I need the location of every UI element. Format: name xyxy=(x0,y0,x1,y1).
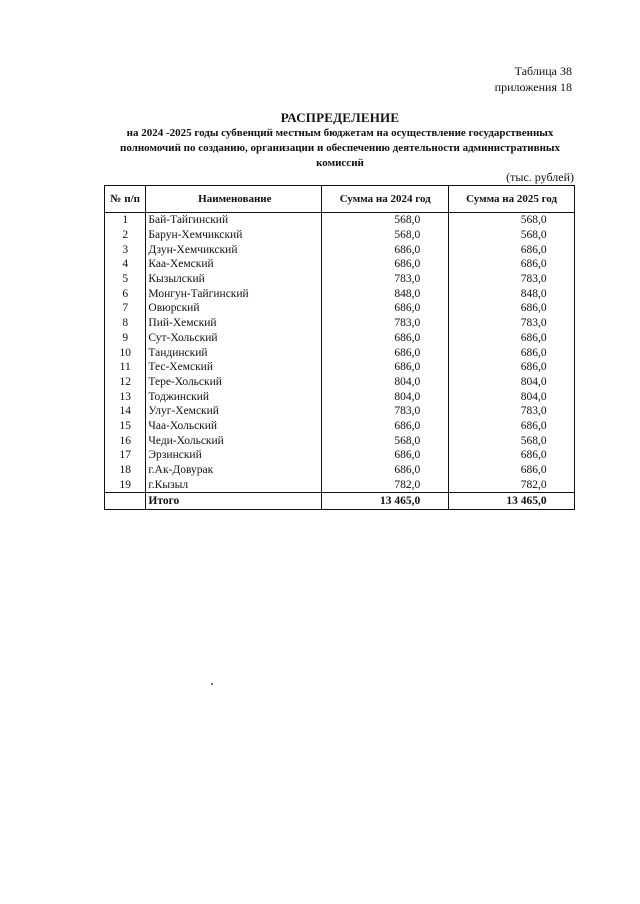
row-2024: 783,0 xyxy=(394,405,421,418)
table-row xyxy=(105,375,575,390)
row-2025: 568,0 xyxy=(520,214,547,227)
row-2024-cell xyxy=(322,375,449,390)
row-2025-cell xyxy=(449,301,575,316)
row-2025-cell xyxy=(449,389,575,404)
row-2024-cell xyxy=(322,286,449,301)
row-2025: 804,0 xyxy=(520,375,547,388)
appendix-number: приложения 18 xyxy=(494,80,572,94)
table-row xyxy=(105,272,575,287)
header-2024: Сумма на 2024 год xyxy=(322,186,449,213)
row-2024: 783,0 xyxy=(394,273,421,286)
total-2025-cell xyxy=(449,493,575,510)
table-row xyxy=(105,213,575,228)
table-row xyxy=(105,301,575,316)
row-number: 8 xyxy=(105,316,146,331)
total-label: Итого xyxy=(146,493,322,510)
table-row xyxy=(105,433,575,448)
row-2024-cell xyxy=(322,301,449,316)
row-number: 6 xyxy=(105,286,146,301)
table-row xyxy=(105,345,575,360)
row-2025-cell xyxy=(449,213,575,228)
row-2025-cell xyxy=(449,228,575,243)
row-name: Тере-Хольский xyxy=(146,375,322,390)
distribution-table xyxy=(104,185,575,510)
row-2024: 804,0 xyxy=(394,375,421,388)
row-name: г.Ак-Довурак xyxy=(146,463,322,478)
row-number: 7 xyxy=(105,301,146,316)
row-2024-cell xyxy=(322,272,449,287)
row-2024-cell xyxy=(322,228,449,243)
row-2025: 848,0 xyxy=(520,287,547,300)
row-2024-cell xyxy=(322,419,449,434)
row-2024-cell xyxy=(322,257,449,272)
row-2025-cell xyxy=(449,448,575,463)
table-row xyxy=(105,228,575,243)
row-2025: 686,0 xyxy=(520,346,547,359)
row-2024-cell xyxy=(322,448,449,463)
row-2025-cell xyxy=(449,242,575,257)
row-name: Овюрский xyxy=(146,301,322,316)
subtitle-line-2: полномочий по созданию, организации и обеспечению деятельности административных xyxy=(119,142,561,154)
row-2025-cell xyxy=(449,316,575,331)
row-name: Барун-Хемчикский xyxy=(146,228,322,243)
row-name: Бай-Тайгинский xyxy=(146,213,322,228)
document-reference xyxy=(495,63,572,95)
row-name: г.Кызыл xyxy=(146,477,322,492)
row-2025: 783,0 xyxy=(520,273,547,286)
row-number: 4 xyxy=(105,257,146,272)
row-2024: 804,0 xyxy=(394,390,421,403)
row-2024: 686,0 xyxy=(394,243,421,256)
row-number: 14 xyxy=(105,404,146,419)
row-name: Сут-Хольский xyxy=(146,331,322,346)
row-name: Эрзинский xyxy=(146,448,322,463)
total-2024-cell xyxy=(322,493,449,510)
table-row xyxy=(105,286,575,301)
row-2025-cell xyxy=(449,345,575,360)
table-row xyxy=(105,448,575,463)
row-number: 18 xyxy=(105,463,146,478)
table-row xyxy=(105,477,575,492)
row-number: 10 xyxy=(105,345,146,360)
row-name: Тес-Хемский xyxy=(146,360,322,375)
document-title: РАСПРЕДЕЛЕНИЕ xyxy=(280,110,400,125)
header-name: Наименование xyxy=(146,186,322,213)
row-number: 3 xyxy=(105,242,146,257)
row-2024: 568,0 xyxy=(394,434,421,447)
row-number: 11 xyxy=(105,360,146,375)
table-row xyxy=(105,463,575,478)
row-2025-cell xyxy=(449,463,575,478)
header-2025: Сумма на 2025 год xyxy=(449,186,575,213)
row-2024: 686,0 xyxy=(394,346,421,359)
table-number: Таблица 38 xyxy=(514,64,572,78)
row-2024-cell xyxy=(322,242,449,257)
row-name: Монгун-Тайгинский xyxy=(146,286,322,301)
row-name: Кызылский xyxy=(146,272,322,287)
row-2024: 568,0 xyxy=(394,214,421,227)
table-row xyxy=(105,419,575,434)
table-row xyxy=(105,360,575,375)
row-2025-cell xyxy=(449,477,575,492)
subtitle-line-3: комиссий xyxy=(316,157,364,169)
row-2024: 848,0 xyxy=(394,287,421,300)
row-2025-cell xyxy=(449,286,575,301)
row-2024-cell xyxy=(322,404,449,419)
row-2025-cell xyxy=(449,404,575,419)
row-2024: 686,0 xyxy=(394,449,421,462)
row-2025: 568,0 xyxy=(520,434,547,447)
total-row xyxy=(105,493,575,510)
row-2025: 782,0 xyxy=(520,478,547,491)
row-2024: 686,0 xyxy=(394,258,421,271)
row-2025-cell xyxy=(449,331,575,346)
row-2025: 686,0 xyxy=(520,258,547,271)
row-name: Чаа-Хольский xyxy=(146,419,322,434)
subtitle-line-1: на 2024 -2025 годы субвенций местным бюджетам на осуществление государственных xyxy=(126,127,554,139)
row-2024-cell xyxy=(322,316,449,331)
units-label: (тыс. рублей) xyxy=(506,170,574,184)
table-row xyxy=(105,404,575,419)
row-2024: 782,0 xyxy=(394,478,421,491)
row-2024: 686,0 xyxy=(394,464,421,477)
row-number: 1 xyxy=(105,213,146,228)
total-2025: 13 465,0 xyxy=(506,495,547,508)
row-2025: 783,0 xyxy=(520,405,547,418)
row-2025-cell xyxy=(449,257,575,272)
row-2025-cell xyxy=(449,360,575,375)
row-number: 9 xyxy=(105,331,146,346)
row-2024-cell xyxy=(322,433,449,448)
row-2024: 783,0 xyxy=(394,317,421,330)
row-2024: 686,0 xyxy=(394,361,421,374)
row-2024: 686,0 xyxy=(394,419,421,432)
row-2024-cell xyxy=(322,213,449,228)
scan-speck xyxy=(211,683,213,685)
table-header-row xyxy=(105,186,575,213)
row-2025: 783,0 xyxy=(520,317,547,330)
row-2025-cell xyxy=(449,272,575,287)
row-2024: 686,0 xyxy=(394,331,421,344)
row-2025-cell xyxy=(449,419,575,434)
row-number: 15 xyxy=(105,419,146,434)
row-2025: 686,0 xyxy=(520,449,547,462)
row-name: Каа-Хемский xyxy=(146,257,322,272)
row-2025: 686,0 xyxy=(520,464,547,477)
table-row xyxy=(105,316,575,331)
row-2024-cell xyxy=(322,345,449,360)
row-2025-cell xyxy=(449,375,575,390)
row-number: 5 xyxy=(105,272,146,287)
row-name: Улуг-Хемский xyxy=(146,404,322,419)
row-number: 12 xyxy=(105,375,146,390)
row-2024-cell xyxy=(322,389,449,404)
row-2025: 568,0 xyxy=(520,229,547,242)
row-number: 16 xyxy=(105,433,146,448)
row-number: 19 xyxy=(105,477,146,492)
row-2024-cell xyxy=(322,331,449,346)
row-2025: 686,0 xyxy=(520,243,547,256)
row-name: Пий-Хемский xyxy=(146,316,322,331)
row-number: 2 xyxy=(105,228,146,243)
row-2024-cell xyxy=(322,360,449,375)
table-row xyxy=(105,331,575,346)
row-2025: 686,0 xyxy=(520,361,547,374)
table-row xyxy=(105,257,575,272)
row-2025: 686,0 xyxy=(520,302,547,315)
table-row xyxy=(105,242,575,257)
row-2025: 686,0 xyxy=(520,331,547,344)
row-name: Дзун-Хемчикский xyxy=(146,242,322,257)
row-2024-cell xyxy=(322,477,449,492)
header-number: № п/п xyxy=(105,186,146,213)
total-number-cell xyxy=(105,493,146,510)
row-2025: 804,0 xyxy=(520,390,547,403)
row-name: Тандинский xyxy=(146,345,322,360)
row-name: Чеди-Хольский xyxy=(146,433,322,448)
total-2024: 13 465,0 xyxy=(379,495,421,508)
row-2025: 686,0 xyxy=(520,419,547,432)
row-2024-cell xyxy=(322,463,449,478)
table-row xyxy=(105,389,575,404)
document-subtitle xyxy=(108,126,572,171)
row-2024: 568,0 xyxy=(394,229,421,242)
row-number: 17 xyxy=(105,448,146,463)
row-number: 13 xyxy=(105,389,146,404)
row-name: Тоджинский xyxy=(146,389,322,404)
row-2025-cell xyxy=(449,433,575,448)
row-2024: 686,0 xyxy=(394,302,421,315)
